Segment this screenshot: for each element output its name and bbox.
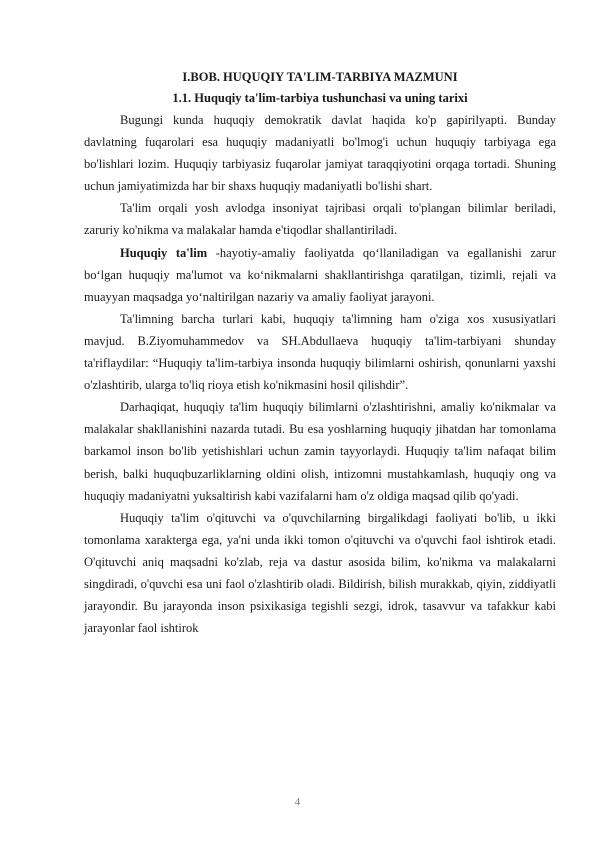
paragraph: Ta'limning barcha turlari kabi, huquqiy ta'limning ham o'ziga xos xususiyatlari mavjud. B.Ziyomuhammedov va SH.Abdullaeva huquqiy ta'lim-tarbiyani shunday ta'riflaydilar: “Huquqiy ta'lim-tarbiya insonda huquqiy bilimlarni oshirish, qonunlarni yaxshi o'zlashtirib, ularga to'liq rioya etish ko'nikmasini hosil qilishdir”.	[84, 311, 556, 393]
section-title: 1.1. Huquqiy ta'lim-tarbiya tushunchasi va uning tarixi	[172, 91, 468, 105]
defined-term: Huquqiy ta'lim	[120, 245, 208, 260]
chapter-title: I.BOB. HUQUQIY TA'LIM-TARBIYA MAZMUNI	[182, 70, 458, 84]
definition-paragraph	[84, 242, 556, 308]
page-number: 4	[294, 796, 301, 808]
paragraph: Ta'lim orqali yosh avlodga insoniyat tajribasi orqali to'plangan bilimlar beriladi, zaruriy ko'nikma va malakalar hamda e'tiqodlar shallantiriladi.	[84, 201, 556, 238]
paragraph: Huquqiy ta'lim o'qituvchi va o'quvchilarning birgalikdagi faoliyati bo'lib, u ikki tomonlama xarakterga ega, ya'ni unda ikki tomon o'qituvchi va o'quvchi faol ishtirok etadi. O'qituvchi aniq maqsadni ko'zlab, reja va dastur asosida bilim, ko'nikma va malakalarni singdiradi, o'quvchi esa uni faol o'zlashtirib oladi. Bildirish, bilish murakkab, qiyin, ziddiyatli jarayondir. Bu jarayonda inson psixikasiga tegishli sezgi, idrok, tasavvur va tafakkur kabi jarayonlar faol ishtirok	[84, 510, 556, 636]
definition-text: -hayotiy-amaliy faoliyatda qo‘llaniladigan va egallanishi zarur bo‘lgan huquqiy ma'lumot va ko‘nikmalarni shakllantirishga qaratilgan, tizimli, rejali va muayyan maqsadga yo‘naltirilgan nazariy va amaliy faoliyat jarayoni.	[84, 245, 556, 304]
paragraph: Darhaqiqat, huquqiy ta'lim huquqiy bilimlarni o'zlashtirishni, amaliy ko'nikmalar va malakalar shakllanishini nazarda tutadi. Bu esa yoshlarning huquqiy jihatdan har tomonlama barkamol inson bo'lib yetishishlari uchun zamin tayyorlaydi. Huquqiy ta'lim nafaqat bilim berish, balki huquqbuzarliklarning oldini olish, intizomni mustahkamlash, huquqiy ong va huquqiy madaniyatni yuksaltirish kabi vazifalarni ham o'z oldiga maqsad qilib qo'yadi.	[84, 400, 556, 503]
page-content	[84, 66, 556, 639]
paragraph: Bugungi kunda huquqiy demokratik davlat haqida ko'p gapirilyapti. Bunday davlatning fuqarolari esa huquqiy madaniyatli bo'lmog'i uchun huquqiy tarbiyaga ega bo'lishlari lozim. Huquqiy tarbiyasiz fuqarolar jamiyat taraqqiyotini orqaga tortadi. Shuning uchun jamiyatimizda har bir shaxs huquqiy madaniyatli bo'lishi shart.	[84, 113, 556, 194]
